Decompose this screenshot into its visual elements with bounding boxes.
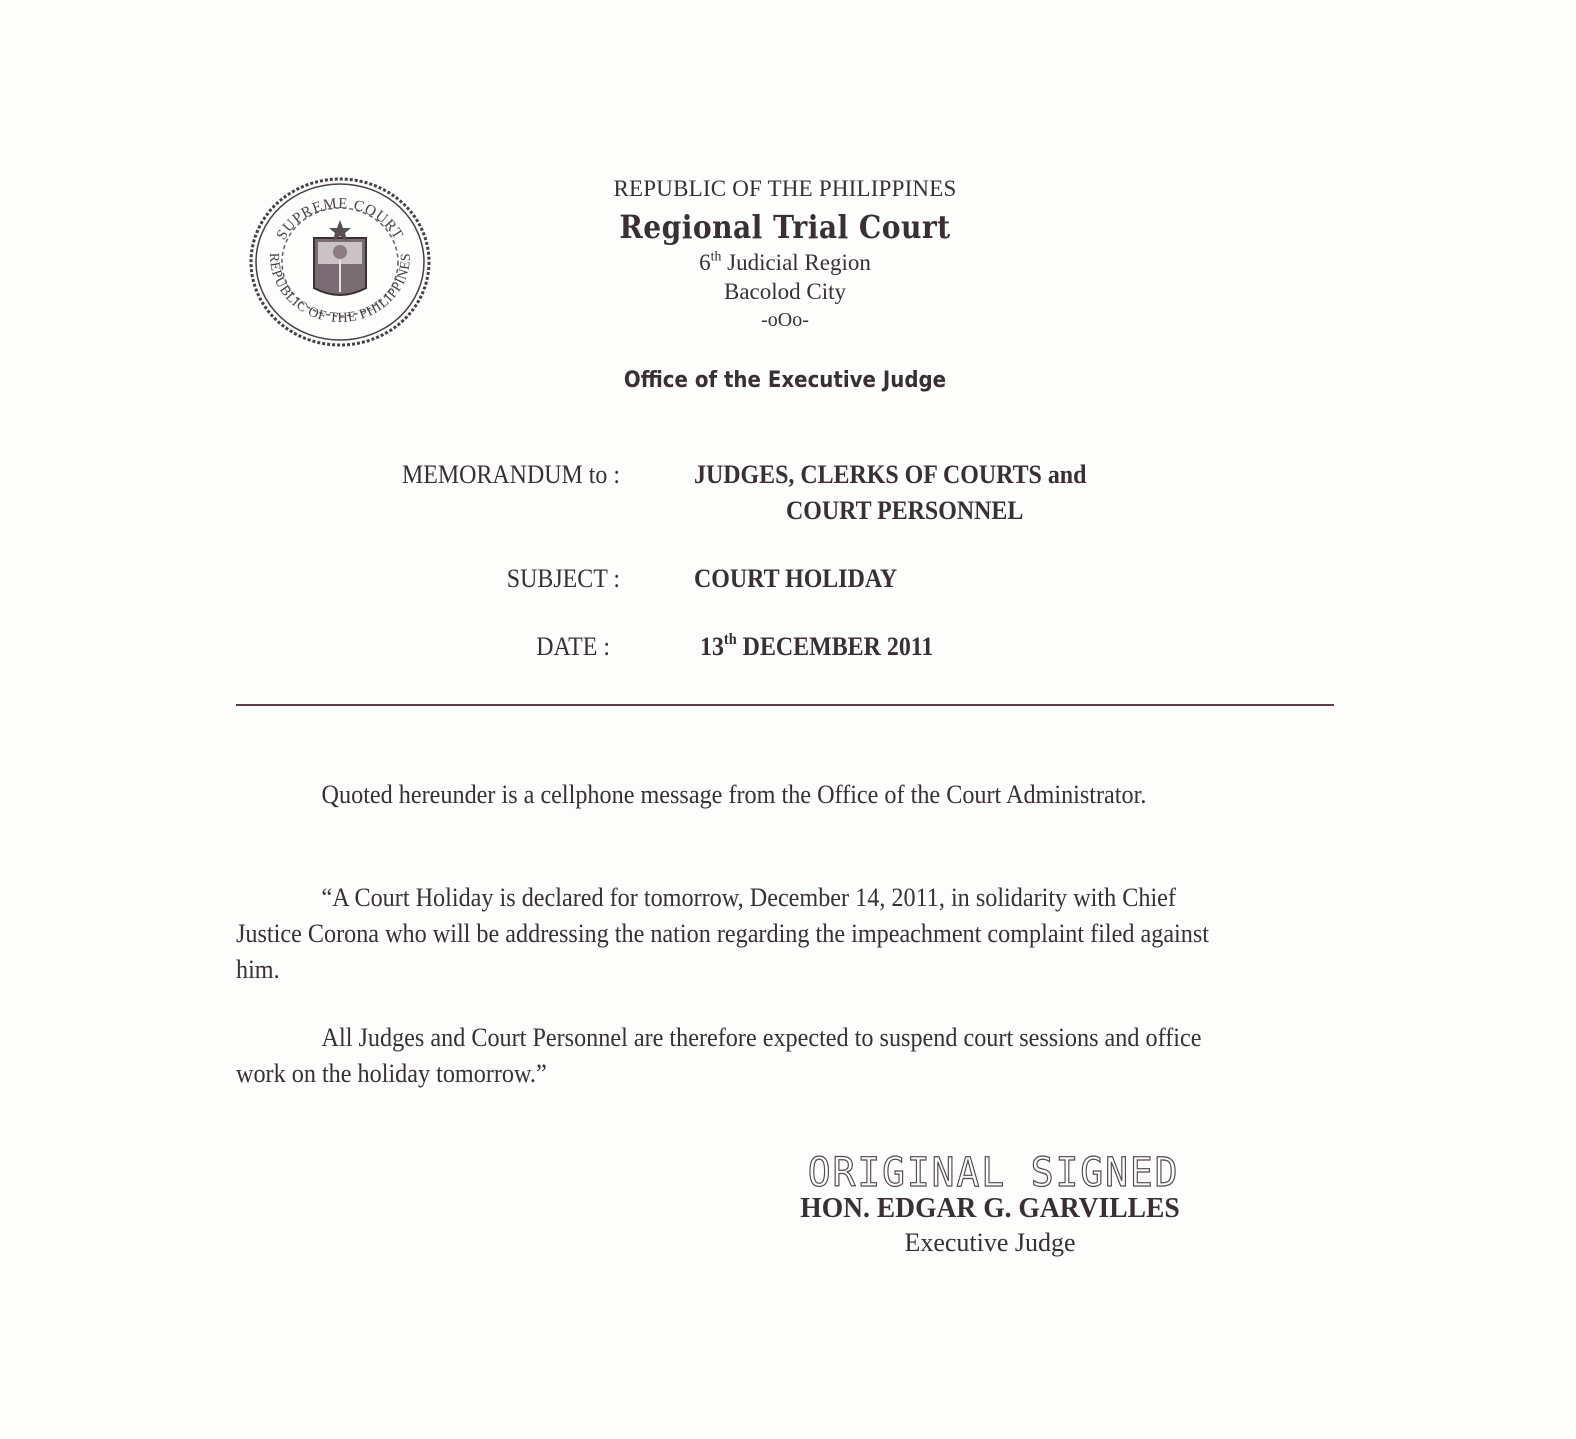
body-paragraph-2: “A Court Holiday is declared for tomorrow, December 14, 2011, in solidarity with Chief Justice Corona who will be addressing the nation regarding the impeachment complaint filed against him. bbox=[236, 883, 1209, 984]
body-paragraph-3: All Judges and Court Personnel are therefore expected to suspend court sessions and office work on the holiday tomorrow.” bbox=[236, 1023, 1202, 1088]
memo-to-line-1: JUDGES, CLERKS OF COURTS and bbox=[694, 460, 1087, 489]
signer-title: Executive Judge bbox=[904, 1228, 1076, 1257]
judicial-region: 6th Judicial Region bbox=[699, 248, 871, 275]
supreme-court-seal-icon bbox=[248, 176, 432, 348]
date-label: DATE : bbox=[536, 632, 610, 661]
date-value: 13th DECEMBER 2011 bbox=[700, 631, 934, 661]
office-heading: Office of the Executive Judge bbox=[623, 368, 947, 393]
horizontal-divider bbox=[236, 704, 1334, 706]
subject-value: COURT HOLIDAY bbox=[694, 564, 898, 593]
memo-to-label: MEMORANDUM to : bbox=[402, 460, 620, 489]
body-paragraph-1: Quoted hereunder is a cellphone message from the Office of the Court Administrator. bbox=[321, 780, 1147, 809]
svg-text:REPUBLIC OF THE PHILIPPINES: REPUBLIC OF THE PHILIPPINES bbox=[265, 252, 415, 327]
court-name: Regional Trial Court bbox=[619, 208, 951, 246]
memo-to-line-2: COURT PERSONNEL bbox=[786, 496, 1024, 525]
original-signed-stamp: ORIGINAL SIGNED bbox=[807, 1150, 1180, 1196]
signer-name: HON. EDGAR G. GARVILLES bbox=[800, 1192, 1180, 1224]
city: Bacolod City bbox=[723, 279, 847, 304]
svg-text:SUPREME COURT: SUPREME COURT bbox=[273, 195, 407, 243]
republic-heading: REPUBLIC OF THE PHILIPPINES bbox=[613, 176, 957, 201]
separator-ornament: -oOo- bbox=[761, 309, 809, 331]
subject-label: SUBJECT : bbox=[506, 564, 620, 593]
